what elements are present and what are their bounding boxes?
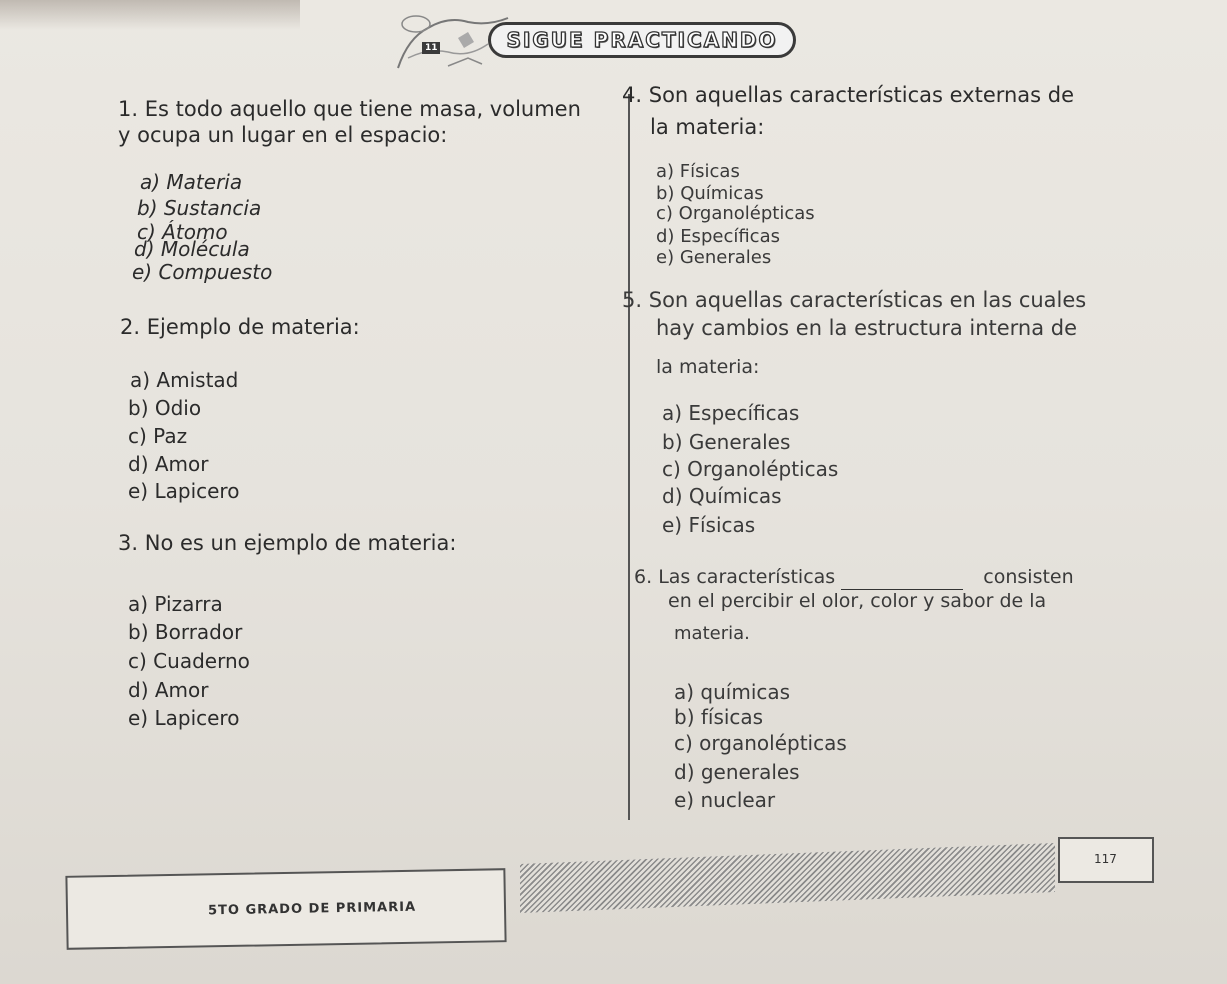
option-3c: c) Cuaderno [128, 649, 250, 673]
option-6c: c) organolépticas [674, 731, 847, 755]
option-5d: d) Químicas [662, 484, 782, 508]
option-6e: e) nuclear [674, 788, 776, 812]
option-5b: b) Generales [662, 430, 791, 454]
question-2 [120, 314, 360, 340]
photo-shadow [0, 0, 300, 30]
header-banner [388, 8, 808, 74]
decorative-hatch [520, 843, 1055, 913]
question-5-line-3: la materia: [656, 356, 760, 378]
option-1e: e) Compuesto [132, 260, 273, 284]
banner-title: SIGUE PRACTICANDO [488, 22, 796, 58]
option-3a: a) Pizarra [128, 592, 223, 616]
option-5c: c) Organolépticas [662, 457, 839, 481]
question-number: 2. [120, 315, 141, 339]
option-4d: d) Específicas [656, 226, 780, 247]
question-1-line-2: y ocupa un lugar en el espacio: [118, 123, 448, 147]
question-text-end: consisten [983, 566, 1074, 588]
page-number-box [1058, 837, 1154, 883]
question-number: 1. [118, 97, 139, 121]
option-5a: a) Específicas [662, 401, 800, 425]
option-1b: b) Sustancia [137, 196, 262, 220]
question-text: Son aquellas características externas de [648, 83, 1075, 107]
question-number: 5. [622, 288, 643, 312]
question-3 [118, 530, 456, 556]
question-text: Las características [658, 566, 836, 588]
grade-label: 5TO GRADO DE PRIMARIA [207, 899, 417, 919]
option-4b: b) Químicas [656, 183, 764, 204]
question-number: 6. [634, 566, 653, 588]
question-text: Ejemplo de materia: [146, 315, 360, 339]
option-4a: a) Físicas [656, 161, 740, 182]
question-1 [118, 96, 581, 122]
option-6b: b) físicas [674, 705, 764, 729]
question-number: 3. [118, 531, 139, 555]
question-5 [622, 287, 1086, 313]
question-text: Son aquellas características en las cuales [648, 288, 1087, 312]
option-3b: b) Borrador [128, 620, 243, 644]
question-4-line-2: la materia: [650, 115, 765, 139]
option-2a: a) Amistad [130, 368, 239, 392]
option-2c: c) Paz [128, 424, 188, 448]
option-6a: a) químicas [674, 680, 791, 704]
question-text: Es todo aquello que tiene masa, volumen [144, 97, 581, 121]
option-5e: e) Físicas [662, 513, 756, 537]
option-2b: b) Odio [128, 396, 202, 420]
banner-badge: 11 [425, 43, 438, 53]
option-3e: e) Lapicero [128, 706, 240, 730]
column-divider [628, 94, 630, 820]
question-6 [634, 564, 1074, 590]
question-text: No es un ejemplo de materia: [144, 531, 457, 555]
option-6d: d) generales [674, 760, 800, 784]
option-4e: e) Generales [656, 247, 772, 268]
option-2d: d) Amor [128, 452, 209, 476]
grade-label-box [65, 868, 506, 950]
option-3d: d) Amor [128, 678, 209, 702]
option-2e: e) Lapicero [128, 479, 240, 503]
page-number: 117 [1094, 852, 1117, 866]
option-1a: a) Materia [140, 170, 243, 194]
question-5-line-2: hay cambios en la estructura interna de [656, 316, 1078, 340]
question-6-line-3: materia. [674, 623, 750, 644]
question-number: 4. [622, 83, 643, 107]
option-1d: d) Molécula [134, 237, 250, 261]
question-6-line-2: en el percibir el olor, color y sabor de la [668, 590, 1047, 612]
option-1c: c) Átomo [137, 220, 228, 244]
question-4 [622, 82, 1074, 108]
option-4c: c) Organolépticas [656, 203, 815, 224]
